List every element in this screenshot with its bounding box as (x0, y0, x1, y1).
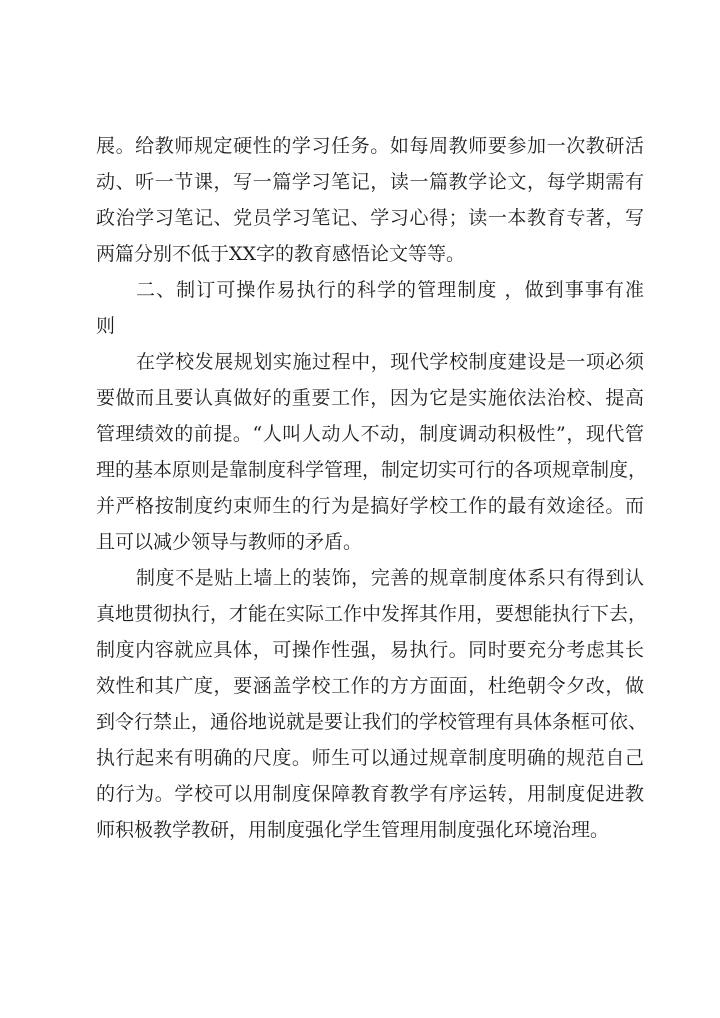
text-line: 真地贯彻执行，才能在实际工作中发挥其作用，要想能执行下去， (96, 603, 648, 625)
text-line: 制度内容就应具体，可操作性强，易执行。同时要充分考虑其长 (96, 639, 644, 661)
text-line: 要做而且要认真做好的重要工作，因为它是实施依法治校、提高 (96, 387, 644, 409)
section-heading-line: 则 (96, 315, 116, 337)
text-line: 在学校发展规划实施过程中，现代学校制度建设是一项必须 (136, 351, 644, 373)
body-text (96, 128, 648, 848)
text-line: 两篇分别不低于XX字的教育感悟论文等等。 (96, 243, 466, 265)
text-line: 师积极教学教研，用制度强化学生管理用制度强化环境治理。 (96, 819, 610, 841)
text-line: 执行起来有明确的尺度。师生可以通过规章制度明确的规范自己 (96, 747, 644, 769)
text-line: 的行为。学校可以用制度保障教育教学有序运转，用制度促进教 (96, 783, 644, 805)
text-line: 管理绩效的前提。“人叫人动人不动，制度调动积极性”，现代管 (96, 423, 644, 445)
text-line: 政治学习笔记、党员学习笔记、学习心得；读一本教育专著，写 (96, 207, 644, 229)
text-line: 理的基本原则是靠制度科学管理，制定切实可行的各项规章制度， (96, 459, 648, 481)
text-line: 制度不是贴上墙上的装饰，完善的规章制度体系只有得到认 (136, 567, 644, 589)
text-line: 到令行禁止，通俗地说就是要让我们的学校管理有具体条框可依、 (96, 711, 648, 733)
section-heading-line: 二、制订可操作易执行的科学的管理制度 ，做到事事有准 (136, 279, 644, 301)
text-line: 且可以减少领导与教师的矛盾。 (96, 531, 363, 553)
text-line: 动、听一节课，写一篇学习笔记，读一篇教学论文，每学期需有 (96, 171, 644, 193)
text-line: 效性和其广度，要涵盖学校工作的方方面面，杜绝朝令夕改，做 (96, 675, 644, 697)
text-line: 并严格按制度约束师生的行为是搞好学校工作的最有效途径。而 (96, 495, 644, 517)
text-line: 展。给教师规定硬性的学习任务。如每周教师要参加一次教研活 (96, 135, 644, 157)
